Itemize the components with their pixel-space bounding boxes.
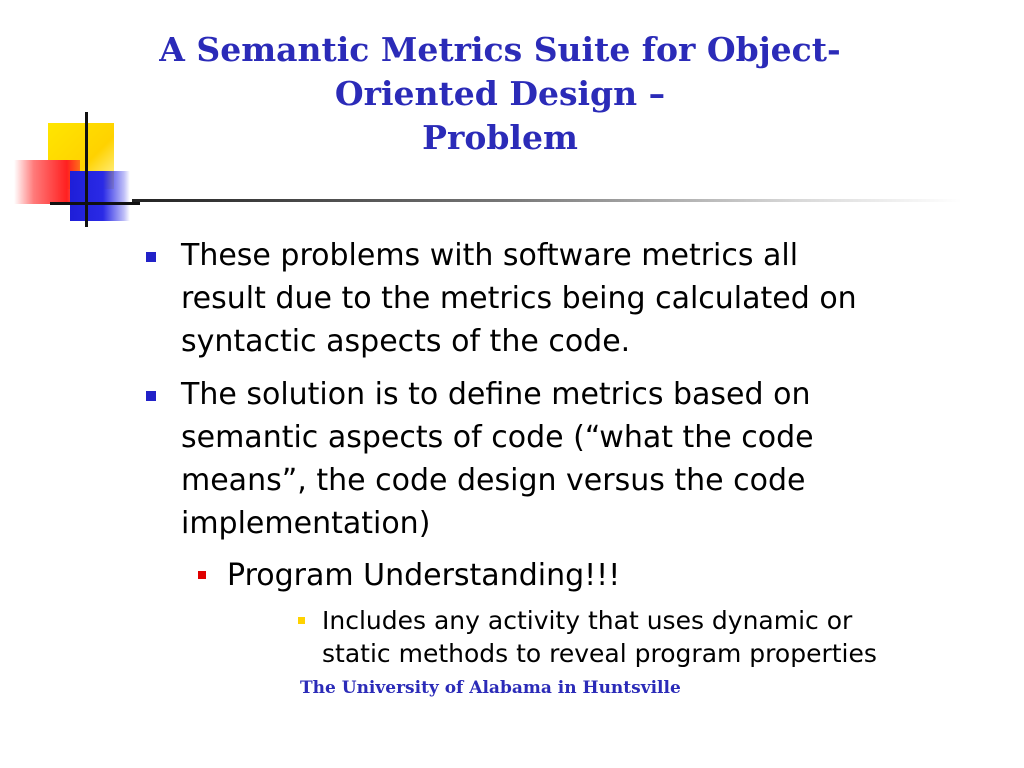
bullet-item-2-line-4: implementation) [181,506,431,541]
title-divider-line [132,199,962,202]
slide-title-line-2: Oriented Design – [334,74,666,113]
logo-blue-square [70,171,130,221]
slide-title-line-3: Problem [422,118,578,157]
sub-sub-bullet-item-line-1: Includes any activity that uses dynamic or [322,606,853,635]
slide-footer: The University of Alabama in Huntsville [300,678,681,698]
bullet-item-1-line-2: result due to the metrics being calculated on [181,281,857,316]
bullet-item-2-line-3: means”, the code design versus the code [181,463,806,498]
slide-title-line-1: A Semantic Metrics Suite for Object- [159,30,841,69]
bullet-item-2-line-1: The solution is to define metrics based on [181,377,811,412]
sub-sub-bullet-item-line-2: static methods to reveal program properties [322,639,877,668]
bullet-item-1-line-1: These problems with software metrics all [181,238,799,273]
slide-title [130,28,870,160]
logo-vertical-line [85,112,88,227]
sub-bullet-item-line-1: Program Understanding!!! [227,558,621,593]
bullet-square-blue-icon [146,391,156,401]
sub-bullet-item [227,554,987,597]
bullet-item-1 [181,234,1001,363]
bullet-square-yellow-icon [298,617,305,624]
sub-sub-bullet-item [322,604,1012,670]
bullet-item-1-line-3: syntactic aspects of the code. [181,324,631,359]
bullet-square-red-icon [198,571,206,579]
bullet-item-2 [181,373,1001,545]
logo-horizontal-line [50,202,140,205]
bullet-square-blue-icon [146,252,156,262]
bullet-item-2-line-2: semantic aspects of code (“what the code [181,420,814,455]
